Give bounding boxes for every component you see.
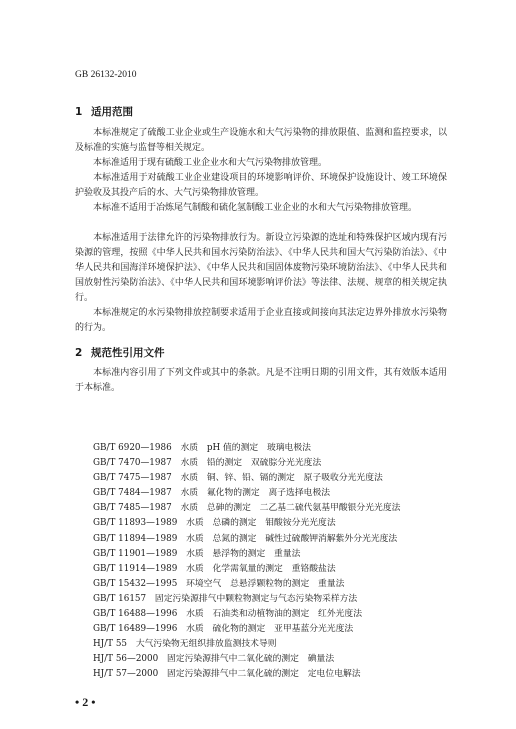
reference-item: GB/T 16489—1996 水质 硫化物的测定 亚甲基蓝分光光度法 [93, 624, 354, 635]
references-intro: 本标准内容引用了下列文件或其中的条款。凡是不注明日期的引用文件，其有效版本适用于本标准。 [75, 368, 447, 393]
standard-code: GB 26132-2010 [75, 70, 137, 80]
section-number: 1 [75, 106, 83, 118]
paragraph: 本标准规定的水污染物排放控制要求适用于企业直接或间接向其法定边界外排放水污染物的行为。 [75, 308, 447, 333]
page-number: • 2 • [75, 695, 96, 709]
paragraph: 本标准适用于对硫酸工业企业建设项目的环境影响评价、环境保护设施设计、竣工环境保护验收及其投产后的水、大气污染物排放管理。 [75, 173, 447, 198]
reference-item: GB/T 11914—1989 水质 化学需氧量的测定 重铬酸盐法 [93, 563, 336, 574]
reference-item: GB/T 7475—1987 水质 铜、锌、铅、镉的测定 原子吸收分光光度法 [93, 473, 383, 484]
reference-item: GB/T 7484—1987 水质 氟化物的测定 离子选择电极法 [93, 488, 331, 499]
reference-item: GB/T 16488—1996 水质 石油类和动植物油的测定 红外光度法 [93, 609, 363, 620]
reference-list [93, 441, 400, 683]
reference-item: GB/T 15432—1995 环境空气 总悬浮颗粒物的测定 重量法 [93, 578, 345, 589]
reference-item: GB/T 6920—1986 水质 pH 值的测定 玻璃电极法 [93, 443, 311, 453]
paragraph: 本标准规定了硫酸工业企业或生产设施水和大气污染物的排放限值、监测和监控要求，以及标准的实施与监督等相关规定。 [75, 128, 447, 153]
paragraph: 本标准不适用于冶炼尾气制酸和硫化氢制酸工业企业的水和大气污染物排放管理。 [93, 203, 418, 213]
reference-item: HJ/T 56—2000 固定污染源排气中二氧化硫的测定 碘量法 [93, 654, 335, 665]
section-heading-references [75, 345, 165, 360]
section-title: 规范性引用文件 [91, 347, 165, 359]
section-heading-scope [75, 104, 133, 119]
reference-item: HJ/T 55 大气污染物无组织排放监测技术导则 [93, 639, 277, 650]
reference-item: GB/T 11894—1989 水质 总氮的测定 碱性过硫酸钾消解紫外分光光度法 [93, 533, 398, 544]
paragraph: 本标准适用于现有硫酸工业企业水和大气污染物排放管理。 [93, 158, 328, 168]
reference-item: GB/T 7470—1987 水质 铅的测定 双硫腙分光光度法 [93, 458, 322, 469]
reference-item: HJ/T 57—2000 固定污染源排气中二氧化硫的测定 定电位电解法 [93, 669, 361, 680]
section-title: 适用范围 [91, 106, 133, 118]
reference-item: GB/T 11893—1989 水质 总磷的测定 钼酸铵分光光度法 [93, 518, 336, 529]
reference-item: GB/T 7485—1987 水质 总砷的测定 二乙基二硫代氨基甲酸银分光光度法 [93, 503, 401, 514]
section-number: 2 [75, 347, 83, 359]
reference-item: GB/T 11901—1989 水质 悬浮物的测定 重量法 [93, 548, 301, 559]
reference-item: GB/T 16157 固定污染源排气中颗粒物测定与气态污染物采样方法 [93, 593, 358, 604]
paragraph: 本标准适用于法律允许的污染物排放行为。新设立污染源的选址和特殊保护区域内现有污染源的管理，按照《中华人民共和国水污染防治法》、《中华人民共和国大气污染防治法》、《中华人民共和国海洋环境保护法》、《中华人民共和国固体废物污染环境防治法》、《中华人民共和国放射性污染防治法》、《中华人民共和国环境影响评价法》等法律、法规、规章的相关规定执行。 [75, 233, 447, 303]
